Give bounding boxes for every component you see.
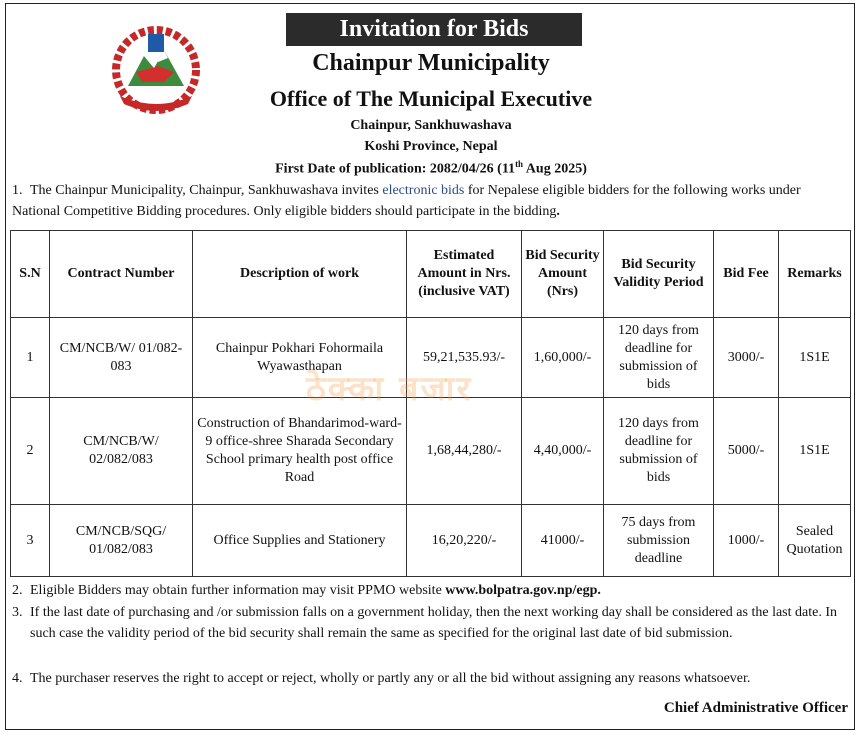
header-contract-number: Contract Number bbox=[50, 231, 193, 318]
cell-fee: 1000/- bbox=[714, 505, 779, 577]
header-estimated-amount: Estimated Amount in Nrs. (inclusive VAT) bbox=[407, 231, 522, 318]
notice-title: Invitation for Bids bbox=[286, 13, 582, 46]
cell-contract: CM/NCB/W/ 02/082/083 bbox=[50, 398, 193, 505]
note-4-text: The purchaser reserves the right to accept or reject, wholly or partly any or all the bid without assigning any reasons whatsoever. bbox=[30, 671, 751, 686]
cell-amount: 59,21,535.93/- bbox=[407, 318, 522, 398]
cell-security: 41000/- bbox=[522, 505, 604, 577]
header-sn: S.N bbox=[11, 231, 50, 318]
note-3-number: 3. bbox=[12, 605, 23, 620]
publication-date-prefix: First Date of publication: 2082/04/26 (11 bbox=[275, 161, 516, 177]
intro-text-b: for Nepalese eligible bidders for the following works under National Competitive Bidding procedures. Only eligible bidders should participate in the bidding bbox=[12, 183, 801, 219]
organization-name: Chainpur Municipality bbox=[312, 50, 550, 76]
cell-security: 4,40,000/- bbox=[522, 398, 604, 505]
cell-contract: CM/NCB/W/ 01/082-083 bbox=[50, 318, 193, 398]
note-2-text: Eligible Bidders may obtain further information may visit PPMO website bbox=[30, 583, 446, 598]
header-validity: Bid Security Validity Period bbox=[604, 231, 714, 318]
publication-date-sup: th bbox=[515, 159, 524, 169]
cell-fee: 5000/- bbox=[714, 398, 779, 505]
cell-validity: 75 days from submission deadline bbox=[604, 505, 714, 577]
intro-highlight: electronic bids bbox=[382, 183, 465, 198]
signature: Chief Administrative Officer bbox=[663, 700, 848, 716]
notice-page bbox=[5, 3, 855, 730]
cell-sn: 2 bbox=[11, 398, 50, 505]
office-name: Office of The Municipal Executive bbox=[269, 86, 593, 111]
address-line-2: Koshi Province, Nepal bbox=[364, 139, 498, 154]
cell-description: Construction of Bhandarimod-ward-9 office-shree Sharada Secondary School primary health post office Road bbox=[193, 398, 407, 505]
cell-remarks: 1S1E bbox=[779, 318, 851, 398]
header-bid-fee: Bid Fee bbox=[714, 231, 779, 318]
cell-sn: 1 bbox=[11, 318, 50, 398]
intro-text-a: The Chainpur Municipality, Chainpur, Sankhuwashava invites bbox=[30, 183, 383, 198]
note-4 bbox=[12, 668, 852, 689]
table-header-row bbox=[11, 231, 851, 318]
ppmo-link[interactable]: www.bolpatra.gov.np/egp. bbox=[445, 583, 601, 598]
cell-validity: 120 days from deadline for submission of bids bbox=[604, 318, 714, 398]
watermark: ठेक्का बजार bbox=[306, 369, 473, 409]
note-4-number: 4. bbox=[12, 671, 23, 686]
cell-contract: CM/NCB/SQG/ 01/082/083 bbox=[50, 505, 193, 577]
note-2 bbox=[12, 580, 852, 601]
cell-security: 1,60,000/- bbox=[522, 318, 604, 398]
note-2-number: 2. bbox=[12, 583, 23, 598]
publication-date bbox=[6, 159, 856, 178]
intro-paragraph bbox=[12, 180, 852, 222]
table-row bbox=[11, 505, 851, 577]
header-remarks: Remarks bbox=[779, 231, 851, 318]
header-bid-security: Bid Security Amount (Nrs) bbox=[522, 231, 604, 318]
cell-description: Office Supplies and Stationery bbox=[193, 505, 407, 577]
address-line-1: Chainpur, Sankhuwashava bbox=[350, 118, 512, 133]
cell-fee: 3000/- bbox=[714, 318, 779, 398]
cell-remarks: Sealed Quotation bbox=[779, 505, 851, 577]
cell-sn: 3 bbox=[11, 505, 50, 577]
cell-amount: 16,20,220/- bbox=[407, 505, 522, 577]
header-description: Description of work bbox=[193, 231, 407, 318]
intro-number: 1. bbox=[12, 183, 23, 198]
cell-description: Chainpur Pokhari Fohormaila Wyawasthapan bbox=[193, 318, 407, 398]
cell-validity: 120 days from deadline for submission of bids bbox=[604, 398, 714, 505]
note-3-text: If the last date of purchasing and /or submission falls on a government holiday, then the next working day shall be considered as the last date. In such case the validity period of the bid security shall remain the same as specified for the original last date of bid submission. bbox=[30, 605, 837, 641]
publication-date-suffix: Aug 2025) bbox=[523, 161, 587, 177]
cell-remarks: 1S1E bbox=[779, 398, 851, 505]
note-3 bbox=[12, 602, 852, 644]
intro-end: . bbox=[556, 204, 560, 219]
cell-amount: 1,68,44,280/- bbox=[407, 398, 522, 505]
table-row bbox=[11, 398, 851, 505]
